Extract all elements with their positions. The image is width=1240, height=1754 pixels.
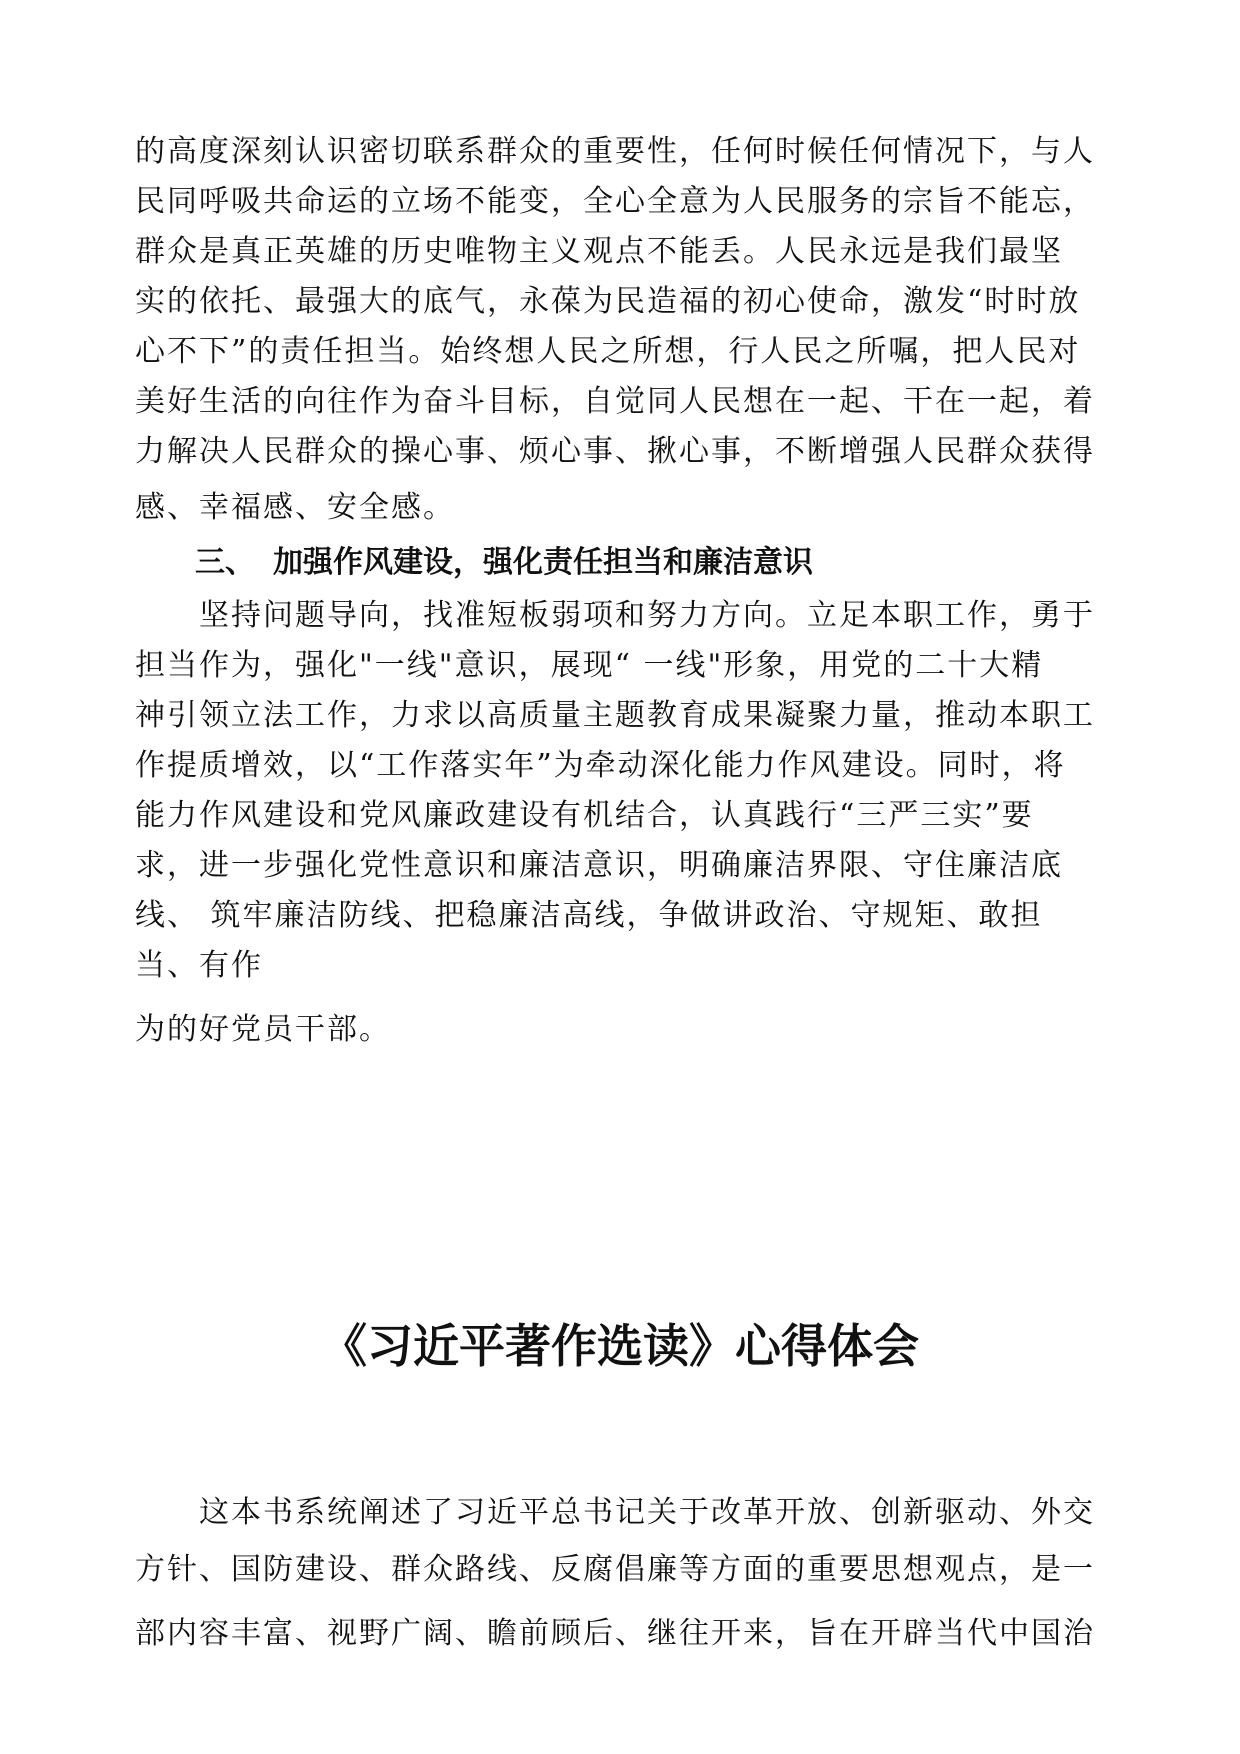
paragraph-line: 作提质增效，以“工作落实年”为牵动深化能力作风建设。同时，将 [135, 748, 1066, 783]
paragraph-line: 求，进一步强化党性意识和廉洁意识，明确廉洁界限、守住廉洁底 [135, 848, 1063, 883]
paragraph-line: 线、 筑牢廉洁防线、把稳廉洁高线，争做讲政治、守规矩、敢担 [135, 898, 1043, 933]
paragraph-line: 心不下”的责任担当。始终想人民之所想，行人民之所嘱，把人民对 [135, 334, 1081, 369]
paragraph-line: 感、幸福感、安全感。 [135, 490, 455, 525]
section-number: 三、 [195, 545, 255, 580]
paragraph-line: 为的好党员干部。 [135, 1012, 391, 1047]
paragraph-line: 坚持问题导向，找准短板弱项和努力方向。立足本职工作，勇于 [135, 598, 1095, 633]
paragraph-line: 美好生活的向往作为奋斗目标，自觉同人民想在一起、干在一起，着 [135, 384, 1095, 419]
paragraph-line: 担当作为，强化"一线"意识，展现“ 一线"形象，用党的二十大精 [135, 648, 1044, 683]
paragraph-line: 能力作风建设和党风廉政建设有机结合，认真践行“三严三实”要 [135, 798, 1034, 833]
section-title: 加强作风建设，强化责任担当和廉洁意识 [273, 545, 813, 580]
paragraph-line: 当、有作 [135, 948, 263, 983]
paragraph-line: 的高度深刻认识密切联系群众的重要性，任何时候任何情况下，与人 [135, 134, 1095, 169]
paragraph-line: 群众是真正英雄的历史唯物主义观点不能丢。人民永远是我们最坚 [135, 234, 1063, 269]
paragraph-line: 部内容丰富、视野广阔、瞻前顾后、继往开来，旨在开辟当代中国治 [135, 1616, 1095, 1651]
section-heading [195, 543, 813, 583]
article-title: 《习近平著作选读》心得体会 [321, 1319, 919, 1373]
paragraph-line: 方针、国防建设、群众路线、反腐倡廉等方面的重要思想观点，是一 [135, 1552, 1095, 1587]
paragraph-line: 民同呼吸共命运的立场不能变，全心全意为人民服务的宗旨不能忘， [135, 184, 1095, 219]
paragraph-line: 这本书系统阐述了习近平总书记关于改革开放、创新驱动、外交 [135, 1495, 1095, 1530]
paragraph-line: 神引领立法工作，力求以高质量主题教育成果凝聚力量，推动本职工 [135, 698, 1095, 733]
paragraph-line: 实的依托、最强大的底气，永葆为民造福的初心使命，激发“时时放 [135, 284, 1081, 319]
paragraph-line: 力解决人民群众的操心事、烦心事、揪心事，不断增强人民群众获得 [135, 434, 1095, 469]
